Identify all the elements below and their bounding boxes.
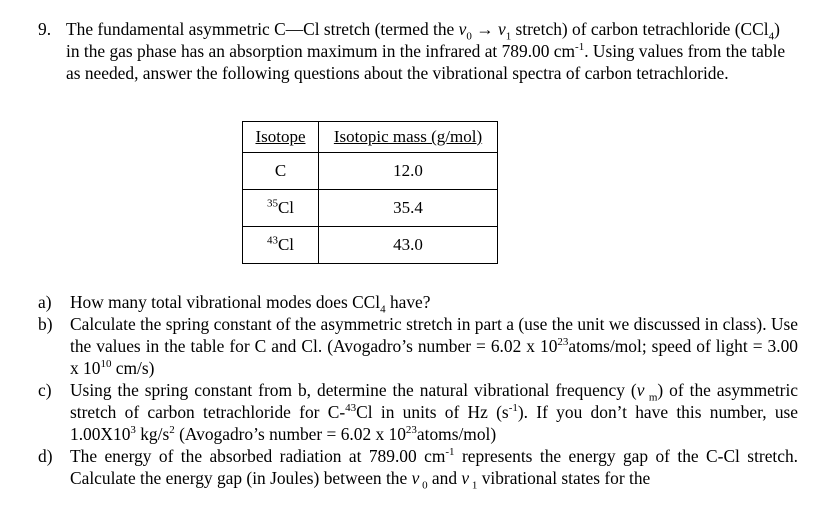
header-isotopic-mass: Isotopic mass (g/mol): [319, 122, 498, 153]
nu-symbol: v: [636, 380, 645, 400]
part-c-label: c): [38, 380, 52, 400]
part-a-label: a): [38, 292, 52, 312]
nu-symbol: v: [458, 19, 467, 39]
mass-cell: 35.4: [319, 190, 498, 227]
isotope-cell: $^{35}$Cl: [243, 190, 319, 227]
nu-symbol: v: [461, 468, 470, 488]
part-d: d) The energy of the absorbed radiation at 789.00 $cm^{-1}$ represents the energy gap of the C-Cl stretch. Calculate the energy gap (in Joules) between the v $_0$ and v $_1$ vibrational states for the: [38, 446, 799, 492]
table-row: [243, 153, 498, 190]
mass-cell: 43.0: [319, 227, 498, 264]
question-number: 9.: [38, 19, 52, 39]
question-stem: The fundamental asymmetric C—Cl stretch (termed the $v_0 \to v_1$ stretch) of carbon tetrachloride (CCl$_4$) in the gas phase has an absorption maximum in the infrared at 789.00 $cm^{-1}$. Using values from the table as needed, answer the following questions about the vibrational spectra of carbon tetrachloride.: [66, 19, 786, 83]
part-a: a) How many total vibrational modes does CCl$_4$ have?: [38, 292, 431, 316]
header-isotope: Isotope: [243, 122, 319, 153]
table-row: [243, 227, 498, 264]
isotope-cell: $^{43}$Cl: [243, 227, 319, 264]
isotope-cell: C: [243, 153, 319, 190]
table-header-row: [243, 122, 498, 153]
table-row: [243, 190, 498, 227]
part-c: c) Using the spring constant from b, determine the natural vibrational frequency (v $_m$) of the asymmetric stretch of carbon tetrachloride for C-$^{43}$Cl in units of Hz $(s^{-1})$. If you don’t have this number, use $1.00X10^3$ $kg/s^2$ (Avogadro’s number = 6.02 x $10^{23}atoms/mol$): [38, 380, 799, 444]
isotope-table: [242, 121, 498, 264]
question-parts: [38, 291, 799, 492]
mass-cell: 12.0: [319, 153, 498, 190]
part-b: b) Calculate the spring constant of the asymmetric stretch in part a (use the unit we discussed in class). Use the values in the table for C and Cl. (Avogadro’s number = 6.02 x $10^{23}atoms$/mol; speed of light = 3.00 x $10^{10}$ cm/s): [38, 314, 798, 378]
part-d-label: d): [38, 446, 53, 466]
nu-symbol: v: [497, 19, 506, 39]
part-b-label: b): [38, 314, 53, 334]
nu-symbol: v: [411, 468, 420, 488]
